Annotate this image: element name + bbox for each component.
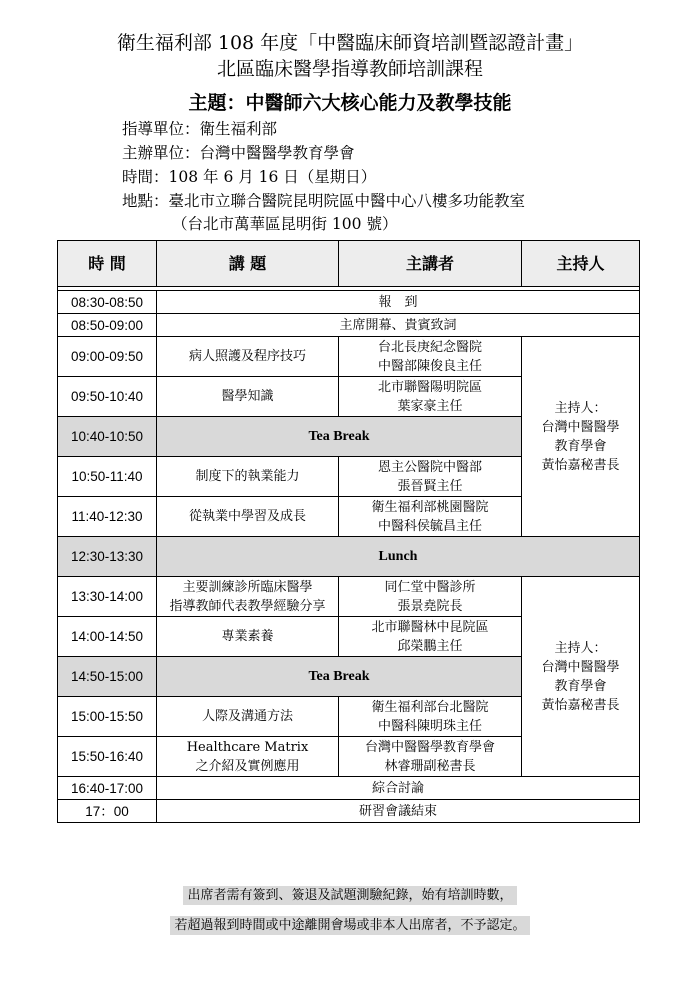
speaker-name: 中醫部陳俊良主任 <box>377 358 482 374</box>
topic-cell: 從執業中學習及成長 <box>157 497 339 537</box>
speaker-affiliation: 北市聯醫林中昆院區 <box>371 619 489 635</box>
event-cell: 研習會議結束 <box>157 800 640 823</box>
topic-line: 主要訓練診所臨床醫學 <box>182 579 313 595</box>
speaker-affiliation: 同仁堂中醫診所 <box>384 579 476 595</box>
topic-cell: 人際及溝通方法 <box>157 697 339 737</box>
header-speaker: 主講者 <box>339 241 522 287</box>
date-line: 時間：108 年 6 月 16 日（星期日） <box>122 168 377 186</box>
time-cell: 08:30-08:50 <box>58 291 157 314</box>
topic-cell <box>157 737 339 777</box>
note-line-1 <box>0 884 700 903</box>
organizer-line: 主辦單位：台灣中醫醫學教育學會 <box>122 144 355 162</box>
speaker-affiliation: 台北長庚紀念醫院 <box>377 339 482 355</box>
header-host: 主持人 <box>522 241 640 287</box>
header-time: 時 間 <box>58 241 157 287</box>
break-cell: Lunch <box>157 537 640 577</box>
time-cell: 13:30-14:00 <box>58 577 157 617</box>
topic-cell: 專業素養 <box>157 617 339 657</box>
table-row <box>58 537 640 577</box>
time-cell: 15:50-16:40 <box>58 737 157 777</box>
time-cell: 17：00 <box>58 800 157 823</box>
time-cell: 08:50-09:00 <box>58 314 157 337</box>
event-cell: 綜合討論 <box>157 777 640 800</box>
table-row <box>58 777 640 800</box>
note-text: 出席者需有簽到、簽退及試題測驗紀錄，始有培訓時數， <box>183 886 516 905</box>
time-cell: 10:50-11:40 <box>58 457 157 497</box>
host-name: 黃怡嘉秘書長 <box>541 457 620 473</box>
speaker-name: 邱榮鵬主任 <box>397 638 463 654</box>
speaker-cell <box>339 737 522 777</box>
title-line-1: 衛生福利部 108 年度「中醫臨床師資培訓暨認證計畫」 <box>116 32 584 54</box>
host-cell-afternoon <box>522 577 640 777</box>
time-cell: 14:00-14:50 <box>58 617 157 657</box>
topic-cell <box>157 577 339 617</box>
speaker-cell <box>339 617 522 657</box>
address-line: （台北市萬華區昆明街 100 號） <box>172 215 398 233</box>
table-header-row <box>58 241 640 287</box>
supervisor-line: 指導單位：衛生福利部 <box>122 120 278 138</box>
speaker-name: 葉家豪主任 <box>397 398 463 414</box>
host-org: 台灣中醫醫學 <box>541 659 620 675</box>
topic-heading: 主題：中醫師六大核心能力及教學技能 <box>188 92 512 114</box>
speaker-affiliation: 衛生福利部桃園醫院 <box>371 499 489 515</box>
host-cell-morning <box>522 337 640 537</box>
title-line-2: 北區臨床醫學指導教師培訓課程 <box>216 58 483 80</box>
event-cell: 報 到 <box>157 291 640 314</box>
location-line: 地點：臺北市立聯合醫院昆明院區中醫中心八樓多功能教室 <box>122 192 526 210</box>
speaker-name: 中醫科陳明珠主任 <box>377 718 482 734</box>
speaker-name: 中醫科侯毓昌主任 <box>377 518 482 534</box>
table-row <box>58 291 640 314</box>
time-cell: 10:40-10:50 <box>58 417 157 457</box>
speaker-name: 林睿珊副秘書長 <box>384 758 476 774</box>
break-cell: Tea Break <box>157 657 522 697</box>
speaker-name: 張晉賢主任 <box>397 478 463 494</box>
event-cell: 主席開幕、貴賓致詞 <box>157 314 640 337</box>
table-row <box>58 577 640 617</box>
topic-line: Healthcare Matrix <box>186 739 309 755</box>
speaker-cell <box>339 337 522 377</box>
time-cell: 11:40-12:30 <box>58 497 157 537</box>
time-cell: 09:00-09:50 <box>58 337 157 377</box>
speaker-cell <box>339 457 522 497</box>
topic-line: 之介紹及實例應用 <box>195 758 300 774</box>
note-text: 若超過報到時間或中途離開會場或非本人出席者，不予認定。 <box>170 916 529 935</box>
table-row <box>58 800 640 823</box>
schedule-table <box>57 240 640 823</box>
table-row <box>58 337 640 377</box>
speaker-name: 張景堯院長 <box>397 598 463 614</box>
note-line-2 <box>0 914 700 933</box>
host-org: 教育學會 <box>554 438 607 454</box>
time-cell: 16:40-17:00 <box>58 777 157 800</box>
host-name: 黃怡嘉秘書長 <box>541 697 620 713</box>
host-org: 台灣中醫醫學 <box>541 419 620 435</box>
speaker-cell <box>339 377 522 417</box>
speaker-affiliation: 北市聯醫陽明院區 <box>377 379 482 395</box>
topic-cell: 病人照護及程序技巧 <box>157 337 339 377</box>
time-cell: 09:50-10:40 <box>58 377 157 417</box>
table-row <box>58 314 640 337</box>
host-label: 主持人： <box>554 640 607 656</box>
speaker-affiliation: 台灣中醫醫學教育學會 <box>364 739 495 755</box>
topic-cell: 制度下的執業能力 <box>157 457 339 497</box>
time-cell: 15:00-15:50 <box>58 697 157 737</box>
host-org: 教育學會 <box>554 678 607 694</box>
speaker-cell <box>339 497 522 537</box>
speaker-cell <box>339 697 522 737</box>
time-cell: 12:30-13:30 <box>58 537 157 577</box>
time-cell: 14:50-15:00 <box>58 657 157 697</box>
topic-cell: 醫學知識 <box>157 377 339 417</box>
speaker-affiliation: 衛生福利部台北醫院 <box>371 699 489 715</box>
host-label: 主持人： <box>554 400 607 416</box>
topic-line: 指導教師代表教學經驗分享 <box>169 598 326 614</box>
speaker-cell <box>339 577 522 617</box>
header-topic: 講 題 <box>157 241 339 287</box>
speaker-affiliation: 恩主公醫院中醫部 <box>377 459 482 475</box>
break-cell: Tea Break <box>157 417 522 457</box>
